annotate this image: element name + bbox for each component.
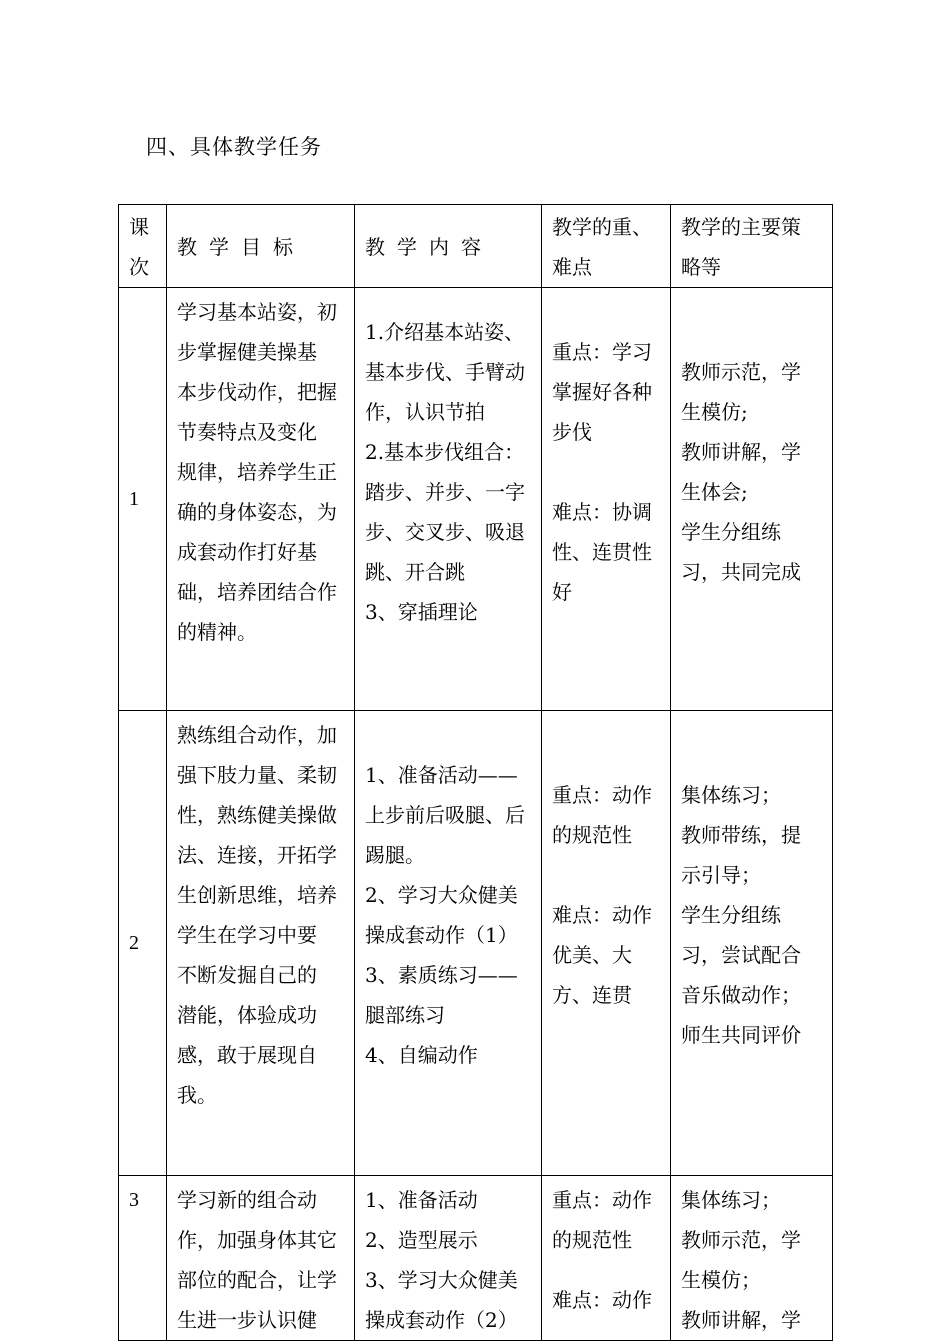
goal-cell: 熟练组合动作，加 强下肢力量、柔韧 性，熟练健美操做 法、连接，开拓学 生创新思维，培养 学生在学习中要 不断发掘自己的 潜能，体验成功 感，敢于展现自 我。 bbox=[167, 711, 355, 1176]
table-row bbox=[119, 711, 833, 1176]
lesson-number: 3 bbox=[119, 1176, 167, 1341]
key-difficulty-cell: 重点：学习 掌握好各种 步伐 难点：协调 性、连贯性 好 bbox=[542, 288, 671, 711]
content-cell: 1.介绍基本站姿、 基本步伐、手臂动 作，认识节拍 2.基本步伐组合： 踏步、并步、一字 步、交叉步、吸退 跳、开合跳 3、穿插理论 bbox=[355, 288, 542, 711]
strategy-cell: 集体练习； 教师带练，提 示引导； 学生分组练 习，尝试配合 音乐做动作； 师生共同评价 bbox=[671, 711, 833, 1176]
teaching-task-table bbox=[118, 204, 833, 1341]
lesson-number: 2 bbox=[119, 711, 167, 1176]
table-row bbox=[119, 1176, 833, 1341]
section-heading: 四、具体教学任务 bbox=[146, 135, 322, 159]
header-lesson: 课 次 bbox=[119, 205, 167, 288]
header-content: 教学内容 bbox=[355, 205, 542, 288]
header-strategy: 教学的主要策 略等 bbox=[671, 205, 833, 288]
strategy-cell: 集体练习； 教师示范，学 生模仿； 教师讲解，学 bbox=[671, 1176, 833, 1341]
table-row bbox=[119, 288, 833, 711]
header-key-difficulty: 教学的重、 难点 bbox=[542, 205, 671, 288]
key-difficulty-cell: 重点：动作 的规范性 难点：动作 优美、大 方、连贯 bbox=[542, 711, 671, 1176]
table-header-row bbox=[119, 205, 833, 288]
content-cell: 1、准备活动 2、造型展示 3、学习大众健美 操成套动作（2） bbox=[355, 1176, 542, 1341]
strategy-cell: 教师示范，学 生模仿; 教师讲解，学 生体会; 学生分组练 习，共同完成 bbox=[671, 288, 833, 711]
goal-cell: 学习基本站姿，初 步掌握健美操基 本步伐动作，把握 节奏特点及变化 规律，培养学生正 确的身体姿态，为 成套动作打好基 础，培养团结合作 的精神。 bbox=[167, 288, 355, 711]
header-goal: 教学目标 bbox=[167, 205, 355, 288]
key-difficulty-cell: 重点：动作 的规范性 难点：动作 bbox=[542, 1176, 671, 1341]
goal-cell: 学习新的组合动 作，加强身体其它 部位的配合，让学 生进一步认识健 bbox=[167, 1176, 355, 1341]
lesson-number: 1 bbox=[119, 288, 167, 711]
content-cell: 1、准备活动—— 上步前后吸腿、后 踢腿。 2、学习大众健美 操成套动作（1） 3、素质练习—— 腿部练习 4、自编动作 bbox=[355, 711, 542, 1176]
